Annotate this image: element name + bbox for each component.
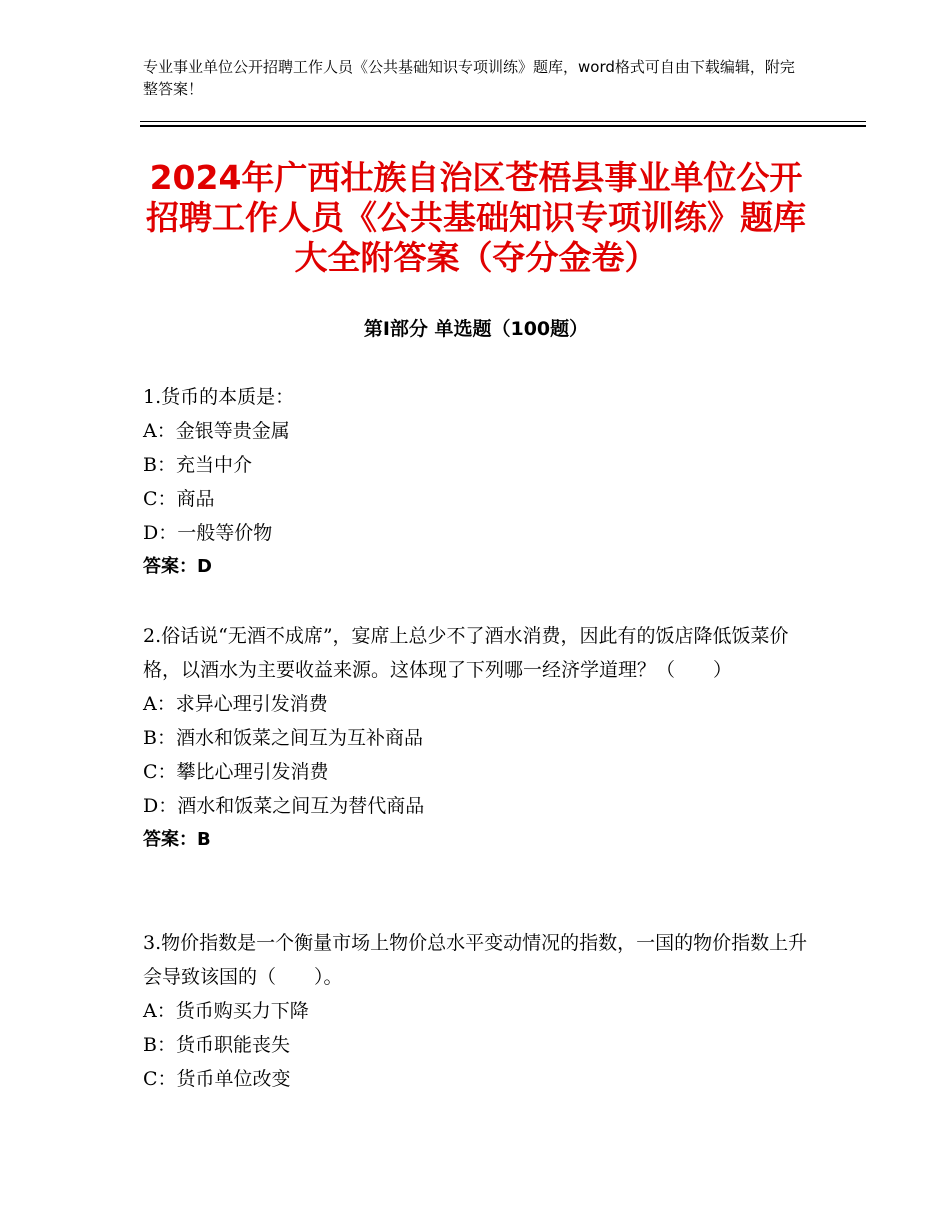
option-a: A：金银等贵金属 [143, 420, 290, 442]
answer-line: 答案：B [143, 829, 211, 850]
option-a: A：货币购买力下降 [143, 1000, 309, 1022]
option-b: B：酒水和饭菜之间互为互补商品 [143, 727, 423, 749]
section-heading: 第Ⅰ部分 单选题（100题） [363, 318, 589, 340]
question-stem: 3.物价指数是一个衡量市场上物价总水平变动情况的指数，一国的物价指数上升会导致该国的（ ）。 [143, 932, 808, 988]
option-b: B：货币职能丧失 [143, 1034, 290, 1056]
option-d: D：一般等价物 [143, 522, 273, 544]
question-1 [143, 380, 808, 584]
header-rule-thin [140, 121, 866, 122]
question-3 [143, 926, 808, 1096]
question-stem: 2.俗话说“无酒不成席”，宴席上总少不了酒水消费，因此有的饭店降低饭菜价格，以酒水为主要收益来源。这体现了下列哪一经济学道理？（ ） [143, 625, 789, 681]
option-d: D：酒水和饭菜之间互为替代商品 [143, 795, 425, 817]
question-2 [143, 619, 808, 857]
option-c: C：攀比心理引发消费 [143, 761, 329, 783]
header-note: 专业事业单位公开招聘工作人员《公共基础知识专项训练》题库，word格式可自由下载编辑，附完整答案！ [143, 58, 795, 98]
question-stem: 1.货币的本质是： [143, 386, 295, 408]
option-c: C：商品 [143, 488, 215, 510]
answer-line: 答案：D [143, 556, 212, 577]
option-c: C：货币单位改变 [143, 1068, 291, 1090]
header-rule-thick [140, 125, 866, 127]
document-title: 2024年广西壮族自治区苍梧县事业单位公开招聘工作人员《公共基础知识专项训练》题库大全附答案（夺分金卷） [146, 158, 806, 277]
option-a: A：求异心理引发消费 [143, 693, 328, 715]
option-b: B：充当中介 [143, 454, 252, 476]
